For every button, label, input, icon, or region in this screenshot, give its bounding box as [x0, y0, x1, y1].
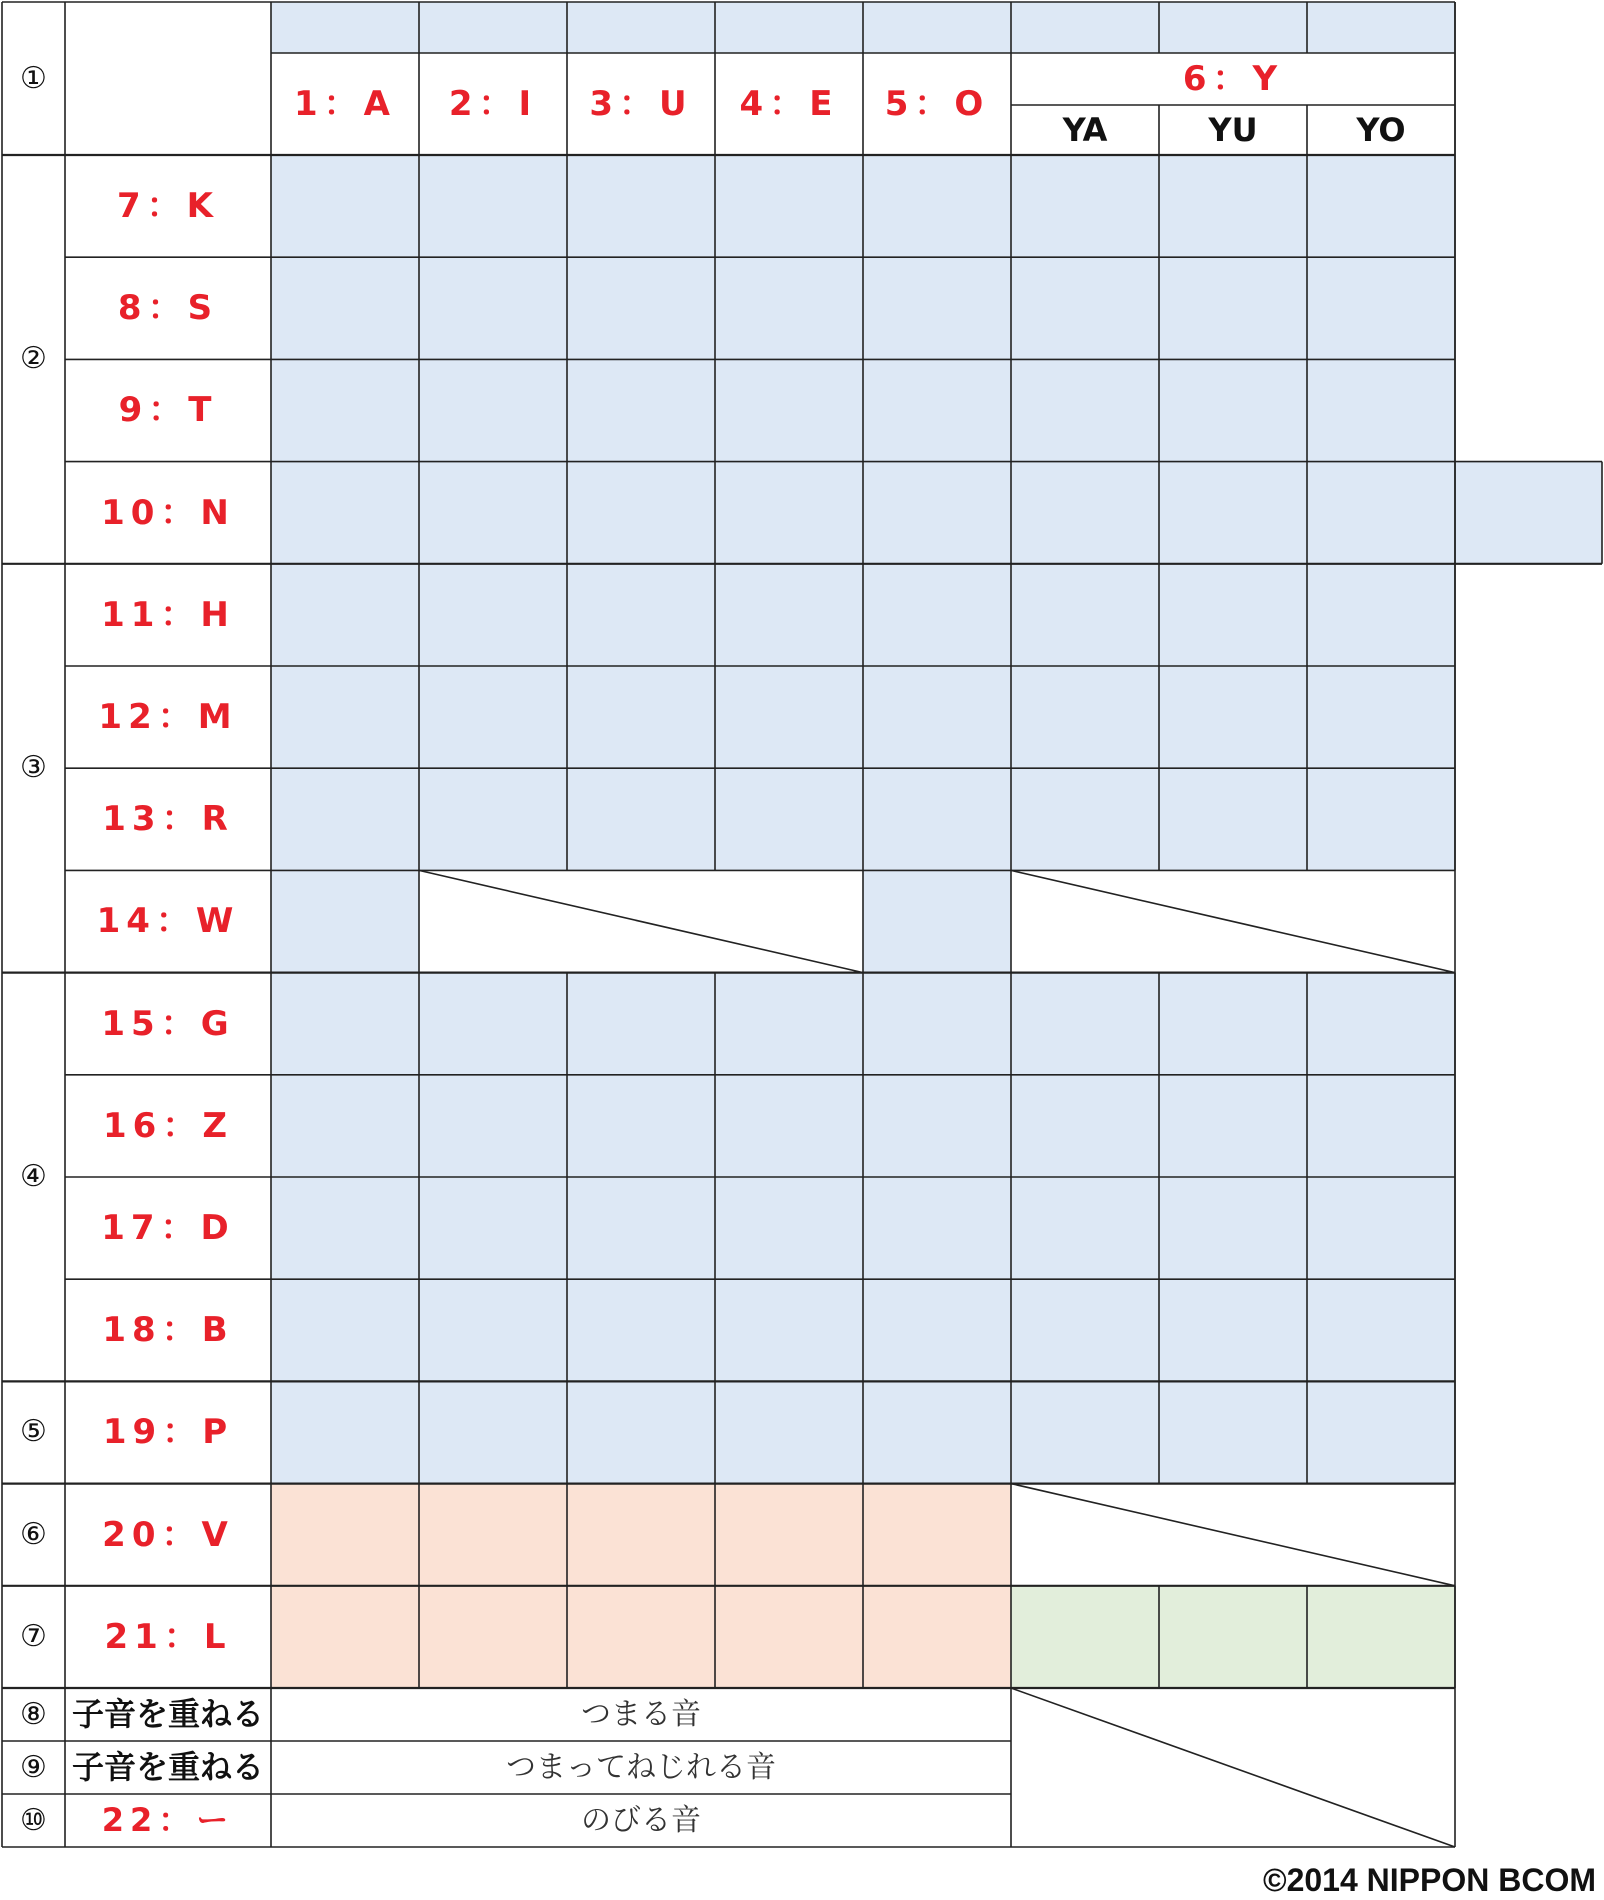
kana-cell-bg: [715, 564, 863, 666]
kana-cell-bg: [419, 155, 567, 257]
kana-cell-bg: [1159, 1381, 1307, 1483]
kana-cell-bg: [567, 564, 715, 666]
kana-cell-bg: [1011, 1586, 1159, 1688]
group-number: ④: [20, 1158, 47, 1194]
kana-cell-bg: [567, 155, 715, 257]
kana-cell-bg: [1159, 666, 1307, 768]
kana-cell-bg: [1011, 666, 1159, 768]
kana-cell-bg: [271, 1279, 419, 1381]
kana-cell-bg: [1011, 1177, 1159, 1279]
kana-cell-bg: [1307, 768, 1455, 870]
kana-cell-bg: [419, 973, 567, 1075]
kana-cell-bg: [271, 462, 419, 564]
header-kana-bg: [419, 2, 567, 53]
kana-cell-bg: [271, 564, 419, 666]
kana-cell-bg: [863, 973, 1011, 1075]
kana-cell-bg: [715, 1381, 863, 1483]
kana-cell-bg: [1011, 1279, 1159, 1381]
kana-cell-bg: [863, 1177, 1011, 1279]
kana-cell-bg: [1159, 1075, 1307, 1177]
kana-cell-bg: [271, 155, 419, 257]
kana-cell-bg: [863, 1075, 1011, 1177]
kana-cell-bg: [419, 257, 567, 359]
kana-cell-bg: [1307, 666, 1455, 768]
vowel-code-label: 2：I: [448, 84, 538, 124]
diagonal-empty-wya-wyu-wyo: [1011, 870, 1455, 972]
kana-cell-bg: [715, 462, 863, 564]
kana-cell-bg: [271, 1381, 419, 1483]
kana-cell-bg: [567, 973, 715, 1075]
kana-cell-bg: [567, 1075, 715, 1177]
y-code-label: 6：Y: [1182, 59, 1284, 99]
kana-cell-bg: [419, 462, 567, 564]
vowel-code-label: 3：U: [589, 84, 693, 124]
footer-label: 子音を重ねる: [71, 1695, 264, 1733]
kana-cell-bg: [1159, 564, 1307, 666]
row-label: 20：V: [102, 1514, 234, 1555]
kana-cell-bg: [1307, 973, 1455, 1075]
kana-cell-bg: [419, 1279, 567, 1381]
row-label: 15：G: [101, 1003, 235, 1044]
kana-cell-bg: [567, 1279, 715, 1381]
kana-cell-bg: [863, 666, 1011, 768]
kana-cell-bg: [1159, 1279, 1307, 1381]
kana-cell-bg: [863, 359, 1011, 461]
copyright-text: ©2014 NIPPON BCOM: [1263, 1862, 1596, 1898]
group-number: ②: [20, 341, 47, 376]
header-kana-bg: [567, 2, 715, 53]
kana-cell-bg: [1307, 1381, 1455, 1483]
kana-cell-bg: [419, 1586, 567, 1688]
row-label: 21：L: [104, 1616, 232, 1657]
kana-cell-bg: [1159, 1177, 1307, 1279]
kana-cell-bg: [271, 973, 419, 1075]
row-label: 12：M: [98, 697, 238, 737]
kana-cell-bg: [1011, 768, 1159, 870]
row-label: 10：N: [101, 492, 235, 533]
kana-cell-bg: [863, 155, 1011, 257]
kana-cell-bg: [271, 1075, 419, 1177]
footer-desc: つまってねじれる音: [506, 1750, 776, 1785]
y-sub-label: YU: [1208, 111, 1258, 149]
kana-cell-bg: [419, 1075, 567, 1177]
kana-cell-bg: [271, 1586, 419, 1688]
diagonal-empty-wi-wu-we: [419, 870, 863, 972]
group-number: ⑩: [20, 1803, 47, 1838]
kana-cell-bg: [567, 1381, 715, 1483]
kana-cell-bg: [715, 1484, 863, 1586]
y-sub-label: YO: [1356, 111, 1406, 149]
row-label: 11：H: [101, 594, 235, 635]
row-label: 16：Z: [103, 1105, 233, 1146]
kana-cell-bg: [715, 359, 863, 461]
row-label: 13：R: [102, 799, 234, 840]
kana-cell-bg: [863, 564, 1011, 666]
kana-cell-bg: [715, 1177, 863, 1279]
kana-cell-bg: [419, 666, 567, 768]
kana-cell-bg: [863, 462, 1011, 564]
vowel-code-label: 5：O: [884, 84, 990, 124]
kana-cell-bg: [863, 257, 1011, 359]
kana-cell-bg: [1159, 973, 1307, 1075]
kana-cell-bg: [1307, 1075, 1455, 1177]
y-sub-label: YA: [1062, 111, 1108, 149]
kana-cell-bg: [1455, 462, 1602, 564]
group-number: ⑨: [20, 1750, 47, 1785]
row-label: 9：T: [118, 390, 218, 431]
kana-cell-bg: [1307, 1279, 1455, 1381]
kana-cell-bg: [1307, 462, 1455, 564]
kana-cell-bg: [1307, 1586, 1455, 1688]
header-kana-bg: [1011, 2, 1159, 53]
kana-cell-bg: [1011, 462, 1159, 564]
kana-cell-bg: [863, 1279, 1011, 1381]
vowel-code-label: 1：A: [294, 84, 396, 124]
group-number: ③: [20, 749, 47, 785]
diagonal-empty-footer: [1011, 1688, 1455, 1847]
kana-cell-bg: [271, 1484, 419, 1586]
kana-cell-bg: [271, 666, 419, 768]
group-number: ⑤: [20, 1414, 47, 1450]
kana-cell-bg: [1159, 359, 1307, 461]
row-label: 18：B: [102, 1310, 234, 1351]
footer-desc: つまる音: [581, 1697, 701, 1732]
kana-cell-bg: [863, 1484, 1011, 1586]
kana-cell-bg: [715, 1586, 863, 1688]
kana-cell-bg: [1307, 564, 1455, 666]
kana-cell-bg: [715, 155, 863, 257]
kana-cell-bg: [567, 462, 715, 564]
group-number: ⑥: [20, 1516, 47, 1552]
header-kana-bg: [1307, 2, 1455, 53]
kana-cell-bg: [271, 1177, 419, 1279]
row-label: 17：D: [101, 1208, 235, 1248]
kana-cell-bg: [863, 768, 1011, 870]
kana-cell-bg: [271, 359, 419, 461]
kana-cell-bg: [1159, 462, 1307, 564]
group-number: ⑦: [20, 1618, 47, 1654]
kana-cell-bg: [715, 768, 863, 870]
kana-cell-bg: [863, 1586, 1011, 1688]
kana-cell-bg: [1011, 973, 1159, 1075]
kana-cell-bg: [567, 768, 715, 870]
kana-cell-bg: [567, 359, 715, 461]
kana-cell-bg: [1159, 257, 1307, 359]
kana-cell-bg: [567, 1177, 715, 1279]
kana-cell-bg: [1011, 1075, 1159, 1177]
kana-cell-bg: [1307, 1177, 1455, 1279]
kana-cell-bg: [419, 359, 567, 461]
kana-cell-bg: [419, 1484, 567, 1586]
diagonal-empty-vya-vyu-vyo: [1011, 1484, 1455, 1586]
row-label: 8：S: [117, 288, 219, 329]
header-kana-bg: [715, 2, 863, 53]
footer-label: 子音を重ねる: [71, 1748, 264, 1786]
vowel-code-label: 4：E: [739, 84, 839, 124]
footer-desc: のびる音: [581, 1803, 701, 1838]
kana-cell-bg: [419, 768, 567, 870]
kana-cell-bg: [567, 1586, 715, 1688]
kana-cell-bg: [1159, 768, 1307, 870]
kana-cell-bg: [1159, 1586, 1307, 1688]
header-kana-bg: [863, 2, 1011, 53]
kana-cell-bg: [271, 768, 419, 870]
kana-cell-bg: [1011, 155, 1159, 257]
kana-cell-bg: [863, 1381, 1011, 1483]
kana-cell-bg: [419, 1381, 567, 1483]
group-number: ⑧: [20, 1697, 47, 1732]
kana-cell-bg: [419, 1177, 567, 1279]
kana-cell-bg: [1307, 359, 1455, 461]
kana-cell-bg: [567, 666, 715, 768]
header-kana-bg: [1159, 2, 1307, 53]
kana-cell-bg: [863, 870, 1011, 972]
header-kana-bg: [271, 2, 419, 53]
kana-cell-bg: [715, 973, 863, 1075]
kana-cell-bg: [1011, 257, 1159, 359]
row-label: 7：K: [116, 186, 219, 226]
kana-cell-bg: [715, 1279, 863, 1381]
row-label: 19：P: [102, 1412, 234, 1453]
kana-cell-bg: [1307, 155, 1455, 257]
kana-cell-bg: [715, 666, 863, 768]
kana-cell-bg: [1011, 359, 1159, 461]
kana-cell-bg: [715, 257, 863, 359]
kana-cell-bg: [271, 870, 419, 972]
kana-cell-bg: [567, 257, 715, 359]
kana-cell-bg: [1011, 1381, 1159, 1483]
kana-cell-bg: [567, 1484, 715, 1586]
row-label: 14：W: [96, 901, 240, 942]
kana-cell-bg: [1011, 564, 1159, 666]
footer-label: 22：ー: [101, 1801, 235, 1839]
kana-cell-bg: [271, 257, 419, 359]
kana-cell-bg: [1159, 155, 1307, 257]
kana-cell-bg: [715, 1075, 863, 1177]
kana-cell-bg: [1307, 257, 1455, 359]
group-number: ①: [20, 61, 47, 96]
kana-cell-bg: [419, 564, 567, 666]
